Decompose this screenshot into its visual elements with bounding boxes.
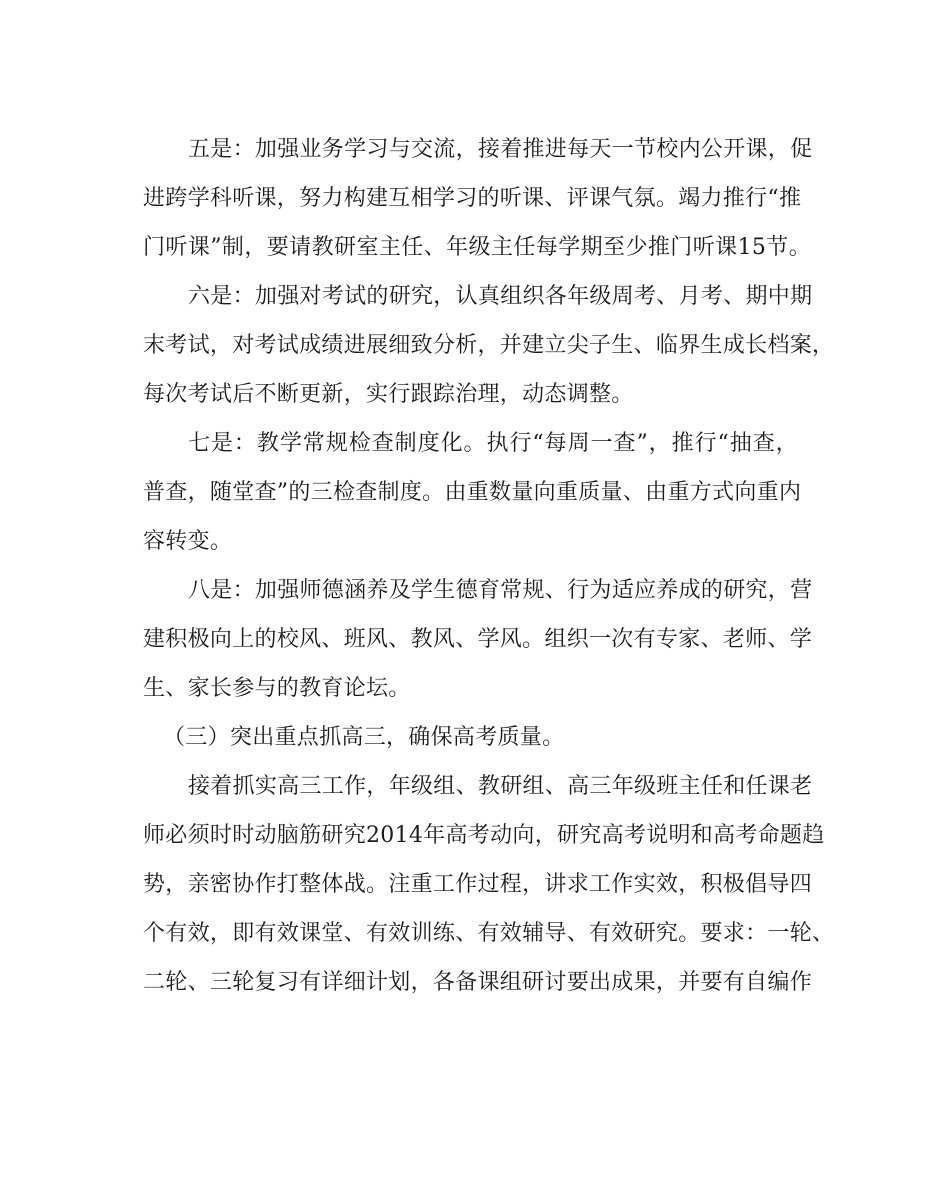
text-line: 每次考试后不断更新，实行跟踪治理，动态调整。 [143,382,634,407]
text-line: 八是：加强师德涵养及学生德育常规、行为适应养成的研究，营 [188,578,813,603]
text-line: 末考试，对考试成绩进展细致分析，并建立尖子生、临界生成长档案， [143,333,835,358]
section-heading: （三）突出重点抓高三，确保高考质量。 [163,725,565,750]
text-line: 门听课”制，要请教研室主任、年级主任每学期至少推门听课15节。 [143,235,811,260]
text-line: 五是：加强业务学习与交流，接着推进每天一节校内公开课，促 [188,137,813,162]
text-line: 容转变。 [143,529,233,554]
text-line: 普查，随堂查”的三检查制度。由重数量向重质量、由重方式向重内 [143,480,802,505]
text-line: 师必须时时动脑筋研究2014年高考动向，研究高考说明和高考命题趋 [143,823,825,848]
text-line: 建积极向上的校风、班风、教风、学风。组织一次有专家、老师、学 [143,627,813,652]
text-line: 势，亲密协作打整体战。注重工作过程，讲求工作实效，积极倡导四 [143,872,813,897]
text-line: 六是：加强对考试的研究，认真组织各年级周考、月考、期中期 [188,284,813,309]
text-line: 接着抓实高三工作，年级组、教研组、高三年级班主任和任课老 [188,774,813,799]
text-line: 生、家长参与的教育论坛。 [143,676,411,701]
text-line: 七是：教学常规检查制度化。执行“每周一查”，推行“抽查， [188,431,798,456]
text-line: 二轮、三轮复习有详细计划，各备课组研讨要出成果，并要有自编作 [143,970,813,995]
text-line: 进跨学科听课，努力构建互相学习的听课、评课气氛。竭力推行“推 [143,186,802,211]
text-line: 个有效，即有效课堂、有效训练、有效辅导、有效研究。要求：一轮、 [143,921,835,946]
